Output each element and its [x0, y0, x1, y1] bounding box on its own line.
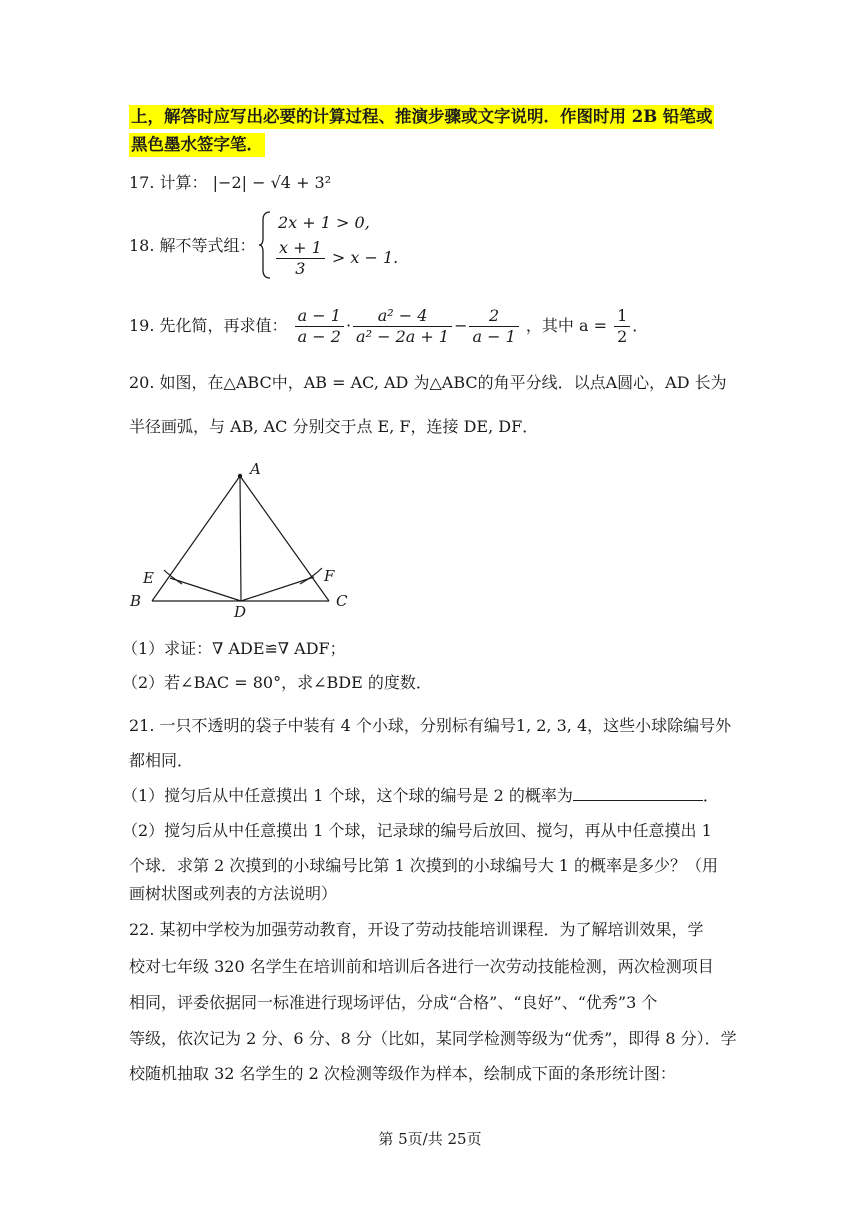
q20-text-line1: 如图，在△ABC中，AB = AC, AD 为△ABC的角平分线．以点A圆心，AD 长为: [159, 373, 727, 392]
q22-text-line3: 相同，评委依据同一标准进行现场评估，分成“合格”、“良好”、“优秀”3 个: [129, 993, 658, 1012]
question-22-line1: [129, 919, 704, 941]
q19-value-den: 2: [617, 327, 628, 346]
q17-expression: |−2| − √4 + 3²: [212, 173, 332, 192]
q18-inequality-2: [274, 238, 398, 279]
question-17: [129, 172, 331, 194]
q22-number: 22.: [129, 920, 155, 939]
q19-frac1-den: a − 2: [297, 327, 341, 346]
q20-sub1: （1）求证：∇ ADE≌∇ ADF；: [122, 639, 346, 658]
q20-sub2: （2）若∠BAC = 80°，求∠BDE 的度数．: [122, 673, 432, 692]
label-c: C: [336, 592, 348, 610]
q21-sub2-line2: 个球．求第 2 次摸到的小球编号比第 1 次摸到的小球编号大 1 的概率是多少？（用: [129, 856, 719, 875]
page-footer: 第 5页/共 25页: [378, 1130, 482, 1148]
q21-sub2-line1: （2）搅匀后从中任意摸出 1 个球，记录球的编号后放回、搅匀，再从中任意摸出 1: [122, 821, 712, 840]
q18-number: 18.: [129, 236, 155, 255]
q19-frac3-den: a − 1: [472, 327, 516, 346]
q18-prompt: 解不等式组：: [159, 236, 256, 255]
q19-value-num: 1: [614, 306, 630, 327]
q22-text-line5: 校随机抽取 32 名学生的 2 次检测等级作为样本，绘制成下面的条形统计图：: [129, 1064, 676, 1083]
question-21-line1: [129, 715, 731, 737]
q21-sub1: [122, 785, 719, 807]
question-20-line2: 半径画弧，与 AB, AC 分别交于点 E, F，连接 DE, DF．: [129, 417, 539, 436]
side-ac: [240, 476, 329, 601]
q18-frac-numerator: x + 1: [276, 238, 325, 259]
segment-ad: [240, 476, 241, 601]
q21-sub2-line3: 画树状图或列表的方法说明）: [129, 884, 338, 903]
q22-text-line4: 等级，依次记为 2 分、6 分、8 分（比如，某同学检测等级为“优秀”，即得 8 分）．学: [129, 1029, 737, 1048]
q19-frac1-num: a − 1: [295, 306, 344, 327]
q19-prompt: 先化简，再求值：: [159, 316, 288, 335]
label-a: A: [250, 460, 261, 478]
label-f: F: [324, 567, 335, 585]
point-a: [238, 474, 242, 478]
q19-number: 19.: [129, 316, 155, 335]
q19-frac3-num: 2: [469, 306, 518, 327]
q19-frac2-den: a² − 2a + 1: [356, 327, 450, 346]
label-b: B: [130, 592, 142, 610]
left-brace-icon: [258, 210, 272, 280]
question-20-line1: [129, 372, 727, 394]
q17-number: 17.: [129, 173, 155, 192]
label-d: D: [234, 603, 247, 620]
q21-text-line2: 都相同．: [129, 751, 194, 770]
segment-de: [170, 578, 241, 601]
q18-inequality-1: 2x + 1 > 0,: [278, 213, 370, 232]
q22-text-line1: 某初中学校为加强劳动教育，开设了劳动技能培训课程．为了解培训效果，学: [159, 920, 704, 939]
q18-frac-denominator: 3: [295, 259, 306, 278]
triangle-diagram: [128, 460, 358, 620]
q19-condition: ，其中 a =: [525, 316, 607, 335]
q21-text-line1: 一只不透明的袋子中装有 4 个小球，分别标有编号1, 2, 3, 4，这些小球除编号外: [159, 716, 732, 735]
side-ab: [152, 476, 240, 601]
q21-sub1-text: （1）搅匀后从中任意摸出 1 个球，这个球的编号是 2 的概率为: [122, 786, 573, 805]
question-19: 19. 先化简，再求值： $\frac{a - 1}{a - 2}$ · $\frac{\text{a² − 4}}{\text{a² − 2a + 1}}$ − $\frac{2}{a - 1}$ ，其中 a = $\frac{1}{2}$ ．: [129, 306, 649, 346]
header-note-line2: 黑色墨水签字笔．: [129, 133, 265, 157]
q22-text-line2: 校对七年级 320 名学生在培训前和培训后各进行一次劳动技能检测，两次检测项目: [129, 957, 714, 976]
q19-frac2-num: a² − 4: [353, 306, 452, 327]
label-e: E: [143, 569, 154, 587]
q17-prompt: 计算：: [159, 173, 208, 192]
header-note-line1: 上，解答时应写出必要的计算过程、推演步骤或文字说明．作图时用 2B 铅笔或: [129, 105, 714, 129]
answer-blank: [573, 786, 703, 801]
q21-number: 21.: [129, 716, 155, 735]
question-18: [129, 235, 256, 257]
q21-sub1-end: ．: [702, 786, 719, 805]
q18-inequality-2-rest: > x − 1.: [331, 248, 399, 267]
q20-number: 20.: [129, 373, 155, 392]
segment-df: [241, 577, 314, 601]
